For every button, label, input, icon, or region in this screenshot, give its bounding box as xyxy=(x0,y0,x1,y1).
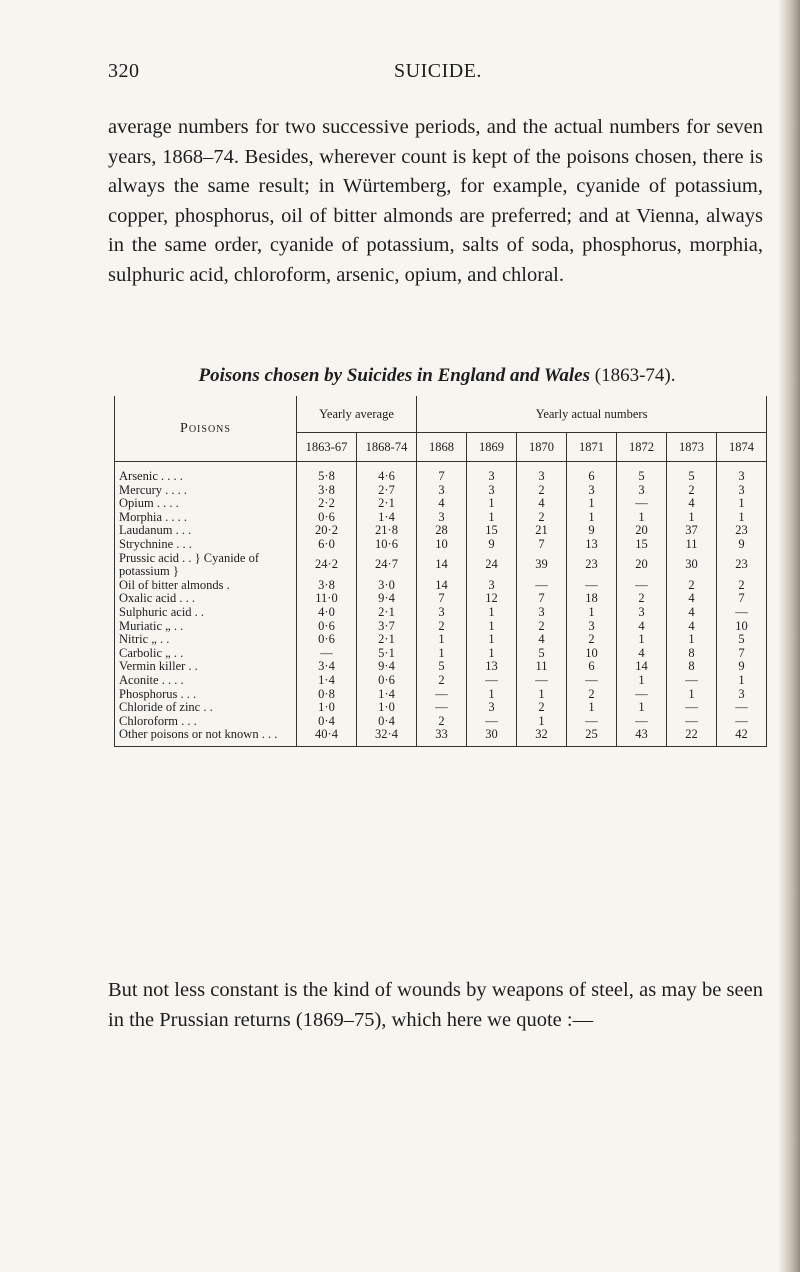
table-cell: 15 xyxy=(617,538,667,552)
table-cell: — xyxy=(567,579,617,593)
paragraph-bottom: But not less constant is the kind of wounds by weapons of steel, as may be seen in the Prussian returns (1869–75), which here we quote :— xyxy=(108,979,763,1031)
column-header-5: 1870 xyxy=(517,433,567,462)
table-row xyxy=(115,674,767,688)
table-cell: 2 xyxy=(667,484,717,498)
row-label: Oil of bitter almonds . xyxy=(115,579,297,593)
table-cell: 10 xyxy=(567,647,617,661)
table-row xyxy=(115,633,767,647)
table-cell: 6·0 xyxy=(297,538,357,552)
table-cell: 1·4 xyxy=(297,674,357,688)
table-cell: 23 xyxy=(567,552,617,579)
table-cell: 4·6 xyxy=(357,462,417,484)
table-cell: 2 xyxy=(517,620,567,634)
table-cell: 1 xyxy=(467,606,517,620)
table-cell: — xyxy=(467,715,517,729)
table-cell: 1·4 xyxy=(357,511,417,525)
table-cell: 4 xyxy=(517,633,567,647)
table-cell: 3 xyxy=(517,606,567,620)
column-group-yearly-average: Yearly average xyxy=(297,396,417,433)
table-cell: 20 xyxy=(617,524,667,538)
table-cell: 0·4 xyxy=(297,715,357,729)
table-cell: 37 xyxy=(667,524,717,538)
row-label: Oxalic acid . . . xyxy=(115,592,297,606)
table-cell: 1 xyxy=(467,511,517,525)
row-label: Sulphuric acid . . xyxy=(115,606,297,620)
table-cell: — xyxy=(717,715,767,729)
table-body xyxy=(115,462,767,747)
table-cell: 32 xyxy=(517,728,567,746)
table-cell: 1·0 xyxy=(357,701,417,715)
table-cell: 30 xyxy=(667,552,717,579)
paragraph-top: average numbers for two successive periods, and the actual numbers for seven years, 1868–74. Besides, wherever count is kept of the poisons chosen, there is always the same result; in Würtemberg, for example, cyanide of potassium, copper, phosphorus, oil of bitter almonds are preferred; and at Vienna, always in the same order, cyanide of potassium, salts of soda, phosphorus, morphia, sulphuric acid, chloroform, arsenic, opium, and chloral. xyxy=(108,116,763,286)
table-cell: 0·4 xyxy=(357,715,417,729)
table-row xyxy=(115,524,767,538)
table-cell: 40·4 xyxy=(297,728,357,746)
table-row xyxy=(115,728,767,746)
table-cell: 2 xyxy=(517,484,567,498)
row-label: Muriatic „ . . xyxy=(115,620,297,634)
table-cell: — xyxy=(667,674,717,688)
table-title-years: (1863-74). xyxy=(594,365,676,386)
row-label: Phosphorus . . . xyxy=(115,688,297,702)
row-label: Strychnine . . . xyxy=(115,538,297,552)
table-row xyxy=(115,538,767,552)
table-cell: 7 xyxy=(717,647,767,661)
table-cell: — xyxy=(517,579,567,593)
table-cell: 43 xyxy=(617,728,667,746)
table-cell: 15 xyxy=(467,524,517,538)
table-cell: — xyxy=(717,701,767,715)
table-cell: 3 xyxy=(517,462,567,484)
table-cell: 3·7 xyxy=(357,620,417,634)
table-cell: 3 xyxy=(717,688,767,702)
table-cell: 10·6 xyxy=(357,538,417,552)
poisons-table xyxy=(114,396,767,747)
row-label: Carbolic „ . . xyxy=(115,647,297,661)
table-cell: 5·8 xyxy=(297,462,357,484)
table-cell: — xyxy=(617,579,667,593)
table-cell: 3·8 xyxy=(297,484,357,498)
table-cell: 23 xyxy=(717,524,767,538)
table-cell: 4 xyxy=(417,497,467,511)
table-cell: 1 xyxy=(667,688,717,702)
table-cell: 1 xyxy=(617,674,667,688)
column-header-2: 1868-74 xyxy=(357,433,417,462)
table-cell: 9·4 xyxy=(357,592,417,606)
table-cell: 3 xyxy=(617,606,667,620)
table-cell: 30 xyxy=(467,728,517,746)
column-header-4: 1869 xyxy=(467,433,517,462)
table-cell: 24·7 xyxy=(357,552,417,579)
table-cell: 0·6 xyxy=(297,633,357,647)
table-cell: 11 xyxy=(667,538,717,552)
column-header-8: 1873 xyxy=(667,433,717,462)
table-cell: 11 xyxy=(517,660,567,674)
row-label: Opium . . . . xyxy=(115,497,297,511)
table-cell: 1 xyxy=(617,701,667,715)
row-label: Laudanum . . . xyxy=(115,524,297,538)
table-cell: 2 xyxy=(717,579,767,593)
table-cell: — xyxy=(617,688,667,702)
table-cell: 1 xyxy=(417,647,467,661)
table-cell: — xyxy=(667,701,717,715)
table-cell: 20·2 xyxy=(297,524,357,538)
table-cell: 2 xyxy=(617,592,667,606)
page-edge-shadow xyxy=(778,0,800,1272)
table-cell: 42 xyxy=(717,728,767,746)
table-cell: 3·4 xyxy=(297,660,357,674)
table-cell: 8 xyxy=(667,660,717,674)
row-label: Morphia . . . . xyxy=(115,511,297,525)
table-cell: 10 xyxy=(717,620,767,634)
table-cell: 3 xyxy=(567,620,617,634)
table-cell: 2 xyxy=(567,688,617,702)
table-cell: 2·1 xyxy=(357,633,417,647)
table-cell: 2·1 xyxy=(357,497,417,511)
table-cell: 2 xyxy=(517,511,567,525)
table-cell: 1 xyxy=(467,647,517,661)
column-header-3: 1868 xyxy=(417,433,467,462)
table-cell: 3·0 xyxy=(357,579,417,593)
table-cell: — xyxy=(297,647,357,661)
table-cell: 1 xyxy=(517,715,567,729)
table-cell: 2 xyxy=(517,701,567,715)
table-cell: 3 xyxy=(417,484,467,498)
table-cell: 4 xyxy=(517,497,567,511)
row-label: Mercury . . . . xyxy=(115,484,297,498)
table-cell: 4 xyxy=(617,620,667,634)
column-header-6: 1871 xyxy=(567,433,617,462)
row-label: Prussic acid . . } Cyanide of potassium } xyxy=(115,552,297,579)
table-cell: 4 xyxy=(667,620,717,634)
column-header-9: 1874 xyxy=(717,433,767,462)
table-cell: 1 xyxy=(717,511,767,525)
table-cell: 6 xyxy=(567,660,617,674)
table-row xyxy=(115,715,767,729)
page-header xyxy=(108,60,768,92)
table-cell: 18 xyxy=(567,592,617,606)
table-cell: — xyxy=(617,497,667,511)
table-cell: 9 xyxy=(567,524,617,538)
table-row xyxy=(115,620,767,634)
table-row xyxy=(115,497,767,511)
table-cell: 1 xyxy=(717,497,767,511)
table-cell: 1 xyxy=(467,688,517,702)
table-cell: 7 xyxy=(717,592,767,606)
table-cell: 1·0 xyxy=(297,701,357,715)
table-cell: 5 xyxy=(667,462,717,484)
table-cell: 14 xyxy=(417,579,467,593)
table-cell: 0·6 xyxy=(297,511,357,525)
table-cell: 2 xyxy=(417,674,467,688)
table-cell: — xyxy=(417,701,467,715)
table-row xyxy=(115,647,767,661)
table-cell: 4 xyxy=(667,606,717,620)
table-cell: — xyxy=(617,715,667,729)
table-row xyxy=(115,660,767,674)
table-cell: 1 xyxy=(667,633,717,647)
table-cell: 11·0 xyxy=(297,592,357,606)
table-cell: 13 xyxy=(467,660,517,674)
table-cell: 1 xyxy=(567,606,617,620)
table-row xyxy=(115,552,767,579)
row-label: Chloride of zinc . . xyxy=(115,701,297,715)
table-cell: 24 xyxy=(467,552,517,579)
table-cell: 2·2 xyxy=(297,497,357,511)
table-cell: 3 xyxy=(467,484,517,498)
table-row xyxy=(115,592,767,606)
table-cell: 4·0 xyxy=(297,606,357,620)
table-cell: — xyxy=(717,606,767,620)
table-cell: 2 xyxy=(417,715,467,729)
table-cell: 39 xyxy=(517,552,567,579)
table-cell: 20 xyxy=(617,552,667,579)
table-cell: — xyxy=(567,674,617,688)
table-cell: 7 xyxy=(417,592,467,606)
table-cell: — xyxy=(667,715,717,729)
table-cell: 5 xyxy=(617,462,667,484)
table-cell: 5·1 xyxy=(357,647,417,661)
table-cell: 1 xyxy=(467,633,517,647)
row-label: Chloroform . . . xyxy=(115,715,297,729)
table-cell: 7 xyxy=(517,538,567,552)
table-cell: 1·4 xyxy=(357,688,417,702)
row-label: Arsenic . . . . xyxy=(115,462,297,484)
table-cell: 32·4 xyxy=(357,728,417,746)
table-row xyxy=(115,462,767,484)
table-cell: 2·1 xyxy=(357,606,417,620)
table-cell: 4 xyxy=(667,497,717,511)
table-cell: 0·8 xyxy=(297,688,357,702)
table-cell: — xyxy=(517,674,567,688)
table-cell: 1 xyxy=(617,511,667,525)
row-label: Other poisons or not known . . . xyxy=(115,728,297,746)
table-cell: 13 xyxy=(567,538,617,552)
table-cell: 0·6 xyxy=(357,674,417,688)
table-cell: 2 xyxy=(567,633,617,647)
table-cell: 21 xyxy=(517,524,567,538)
table-title xyxy=(112,365,762,387)
table-cell: 25 xyxy=(567,728,617,746)
table-cell: 22 xyxy=(667,728,717,746)
table-cell: 1 xyxy=(567,511,617,525)
table-cell: 3 xyxy=(417,606,467,620)
table-cell: 4 xyxy=(617,647,667,661)
table-cell: 28 xyxy=(417,524,467,538)
table-cell: 3 xyxy=(567,484,617,498)
table-cell: 14 xyxy=(417,552,467,579)
table-row xyxy=(115,701,767,715)
table-row xyxy=(115,688,767,702)
table-row xyxy=(115,579,767,593)
table-cell: 9 xyxy=(467,538,517,552)
table-cell: — xyxy=(417,688,467,702)
table-cell: 3·8 xyxy=(297,579,357,593)
row-label: Vermin killer . . xyxy=(115,660,297,674)
table-cell: 2 xyxy=(417,620,467,634)
table-cell: 3 xyxy=(617,484,667,498)
table-cell: 1 xyxy=(467,620,517,634)
table-cell: 33 xyxy=(417,728,467,746)
table-cell: 3 xyxy=(467,462,517,484)
table-cell: 1 xyxy=(517,688,567,702)
table-cell: 8 xyxy=(667,647,717,661)
table-cell: 9·4 xyxy=(357,660,417,674)
table-cell: 1 xyxy=(567,701,617,715)
table-cell: 3 xyxy=(717,484,767,498)
table-cell: 1 xyxy=(467,497,517,511)
table-cell: 1 xyxy=(567,497,617,511)
table-cell: 23 xyxy=(717,552,767,579)
table-cell: 7 xyxy=(517,592,567,606)
table-cell: 3 xyxy=(717,462,767,484)
table-cell: 5 xyxy=(417,660,467,674)
table-cell: — xyxy=(567,715,617,729)
table-cell: 9 xyxy=(717,538,767,552)
table-row xyxy=(115,484,767,498)
running-head: SUICIDE. xyxy=(394,60,482,82)
row-label: Nitric „ . . xyxy=(115,633,297,647)
table-cell: 0·6 xyxy=(297,620,357,634)
page-number: 320 xyxy=(108,60,140,82)
table-row xyxy=(115,606,767,620)
table-cell: 14 xyxy=(617,660,667,674)
column-header-1: 1863-67 xyxy=(297,433,357,462)
table-cell: 24·2 xyxy=(297,552,357,579)
table-cell: 3 xyxy=(417,511,467,525)
row-label: Aconite . . . . xyxy=(115,674,297,688)
table-title-text: Poisons chosen by Suicides in England and Wales xyxy=(198,365,591,386)
table-cell: 5 xyxy=(517,647,567,661)
table-cell: — xyxy=(467,674,517,688)
table-row xyxy=(115,511,767,525)
column-group-yearly-actual: Yearly actual numbers xyxy=(417,396,767,433)
column-header-7: 1872 xyxy=(617,433,667,462)
column-header-poisons: Poisons xyxy=(115,396,297,462)
table-cell: 3 xyxy=(467,701,517,715)
table-cell: 1 xyxy=(717,674,767,688)
table-cell: 9 xyxy=(717,660,767,674)
table-cell: 7 xyxy=(417,462,467,484)
table-cell: 1 xyxy=(417,633,467,647)
table-cell: 21·8 xyxy=(357,524,417,538)
table-cell: 5 xyxy=(717,633,767,647)
table-cell: 12 xyxy=(467,592,517,606)
table-cell: 6 xyxy=(567,462,617,484)
table-cell: 3 xyxy=(467,579,517,593)
table-cell: 1 xyxy=(667,511,717,525)
table-cell: 2 xyxy=(667,579,717,593)
table-cell: 2·7 xyxy=(357,484,417,498)
table-cell: 4 xyxy=(667,592,717,606)
table-cell: 10 xyxy=(417,538,467,552)
table-cell: 1 xyxy=(617,633,667,647)
